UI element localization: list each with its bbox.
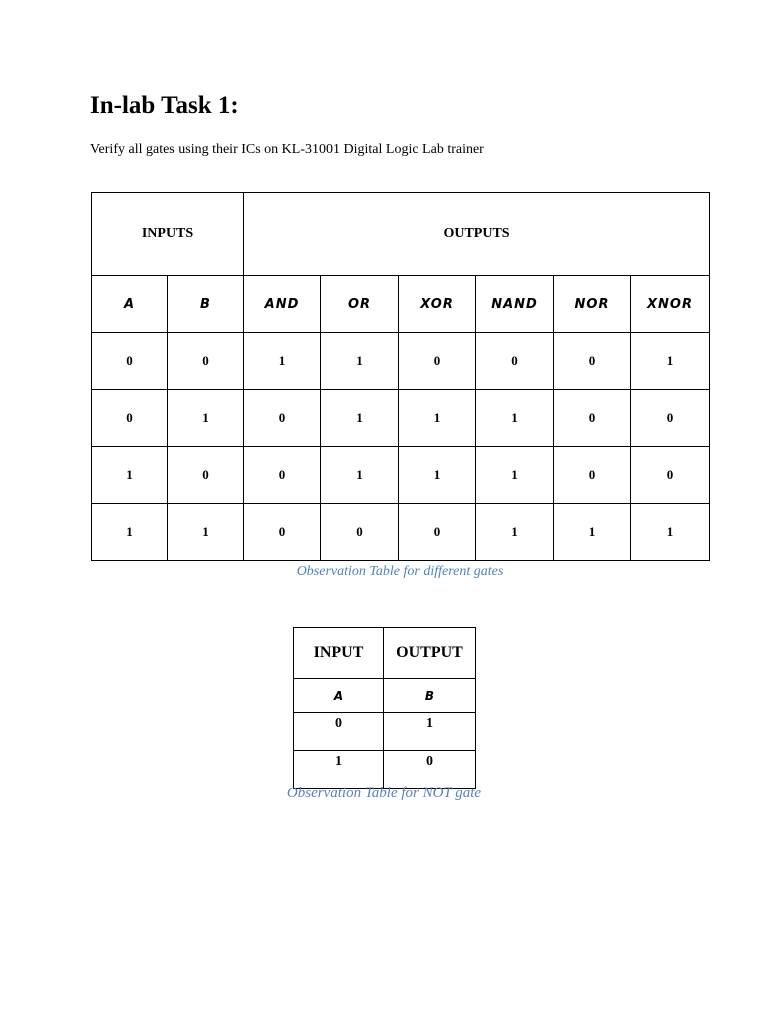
page-heading: In-lab Task 1:: [90, 92, 239, 119]
table-cell: 1: [554, 504, 631, 561]
table-row: [92, 447, 710, 504]
table-cell: 0: [244, 390, 321, 447]
table-cell: 0: [476, 333, 554, 390]
table-cell: 1: [92, 504, 168, 561]
table-cell: 1: [244, 333, 321, 390]
table-cell: 0: [554, 447, 631, 504]
table-cell: 0: [244, 504, 321, 561]
table-cell: 1: [321, 390, 399, 447]
table-cell: 1: [168, 504, 244, 561]
table-group-header-row: [294, 628, 476, 679]
table-cell: 0: [631, 447, 710, 504]
gates-observation-table: [91, 192, 710, 561]
table-cell: 0: [244, 447, 321, 504]
not-gate-observation-table: [293, 627, 476, 789]
column-header-b: B: [384, 679, 476, 713]
table-cell: 1: [92, 447, 168, 504]
table-row: [294, 751, 476, 789]
table-cell: 1: [631, 504, 710, 561]
table-cell: 1: [384, 713, 476, 751]
table-cell: 0: [631, 390, 710, 447]
table-cell: 0: [168, 447, 244, 504]
table-cell: 1: [168, 390, 244, 447]
column-header-xor: XOR: [399, 276, 476, 333]
table-cell: 1: [631, 333, 710, 390]
table-row: [92, 504, 710, 561]
table-cell: 0: [92, 333, 168, 390]
table-cell: 0: [168, 333, 244, 390]
table-cell: 1: [294, 751, 384, 789]
column-header-b: B: [168, 276, 244, 333]
table-cell: 0: [92, 390, 168, 447]
table-cell: 1: [476, 504, 554, 561]
table-cell: 1: [321, 333, 399, 390]
table-cell: 1: [476, 390, 554, 447]
table-cell: 0: [399, 333, 476, 390]
not-table-caption: Observation Table for NOT gate: [286, 785, 482, 801]
table-group-header-row: [92, 193, 710, 276]
column-header-nand: NAND: [476, 276, 554, 333]
table-cell: 0: [384, 751, 476, 789]
output-group-header: OUTPUT: [384, 628, 476, 679]
column-header-or: OR: [321, 276, 399, 333]
column-header-xnor: XNOR: [631, 276, 710, 333]
column-header-nor: NOR: [554, 276, 631, 333]
outputs-group-header: OUTPUTS: [244, 193, 710, 276]
table-cell: 1: [476, 447, 554, 504]
column-header-a: A: [92, 276, 168, 333]
table-cell: 0: [554, 390, 631, 447]
gates-table-caption: Observation Table for different gates: [296, 564, 504, 579]
table-cell: 0: [399, 504, 476, 561]
table-cell: 1: [399, 447, 476, 504]
table-cell: 0: [554, 333, 631, 390]
table-cell: 0: [294, 713, 384, 751]
table-row: [92, 390, 710, 447]
table-cell: 1: [399, 390, 476, 447]
column-header-and: AND: [244, 276, 321, 333]
table-row: [92, 333, 710, 390]
inputs-group-header: INPUTS: [92, 193, 244, 276]
table-row: [294, 713, 476, 751]
table-cell: 0: [321, 504, 399, 561]
table-column-header-row: [92, 276, 710, 333]
input-group-header: INPUT: [294, 628, 384, 679]
table-column-header-row: [294, 679, 476, 713]
column-header-a: A: [294, 679, 384, 713]
task-instruction: Verify all gates using their ICs on KL-31001 Digital Logic Lab trainer: [90, 142, 484, 157]
table-cell: 1: [321, 447, 399, 504]
